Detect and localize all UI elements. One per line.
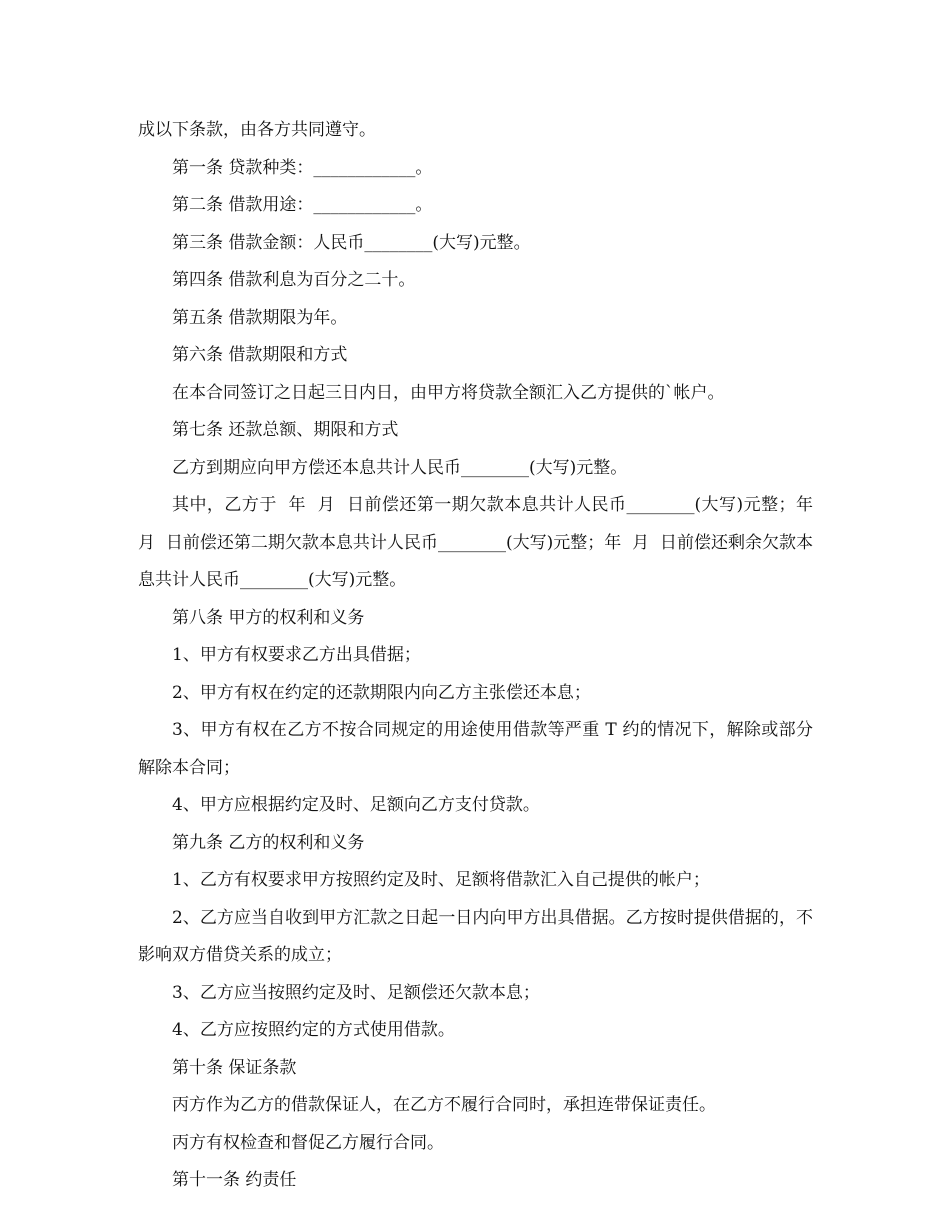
article-7-heading: 第七条 还款总额、期限和方式 [172, 420, 399, 440]
article-10-body-2: 丙方有权检查和督促乙方履行合同。 [172, 1132, 444, 1153]
article-5-term: 第五条 借款期限为年。 [172, 307, 348, 328]
paragraph-intro-continuation: 成以下条款，由各方共同遵守。 [138, 120, 376, 140]
article-9-item-2: 2、乙方应当自收到甲方汇款之日起一日内向甲方出具借据。乙方按时提供借据的，不影响双方借贷关系的成立； [138, 907, 813, 965]
article-9-item-1: 1、乙方有权要求甲方按照约定及时、足额将借款汇入自己提供的帐户； [172, 870, 710, 890]
article-9-item-4: 4、乙方应按照约定的方式使用借款。 [172, 1020, 455, 1040]
article-8-heading: 第八条 甲方的权利和义务 [172, 607, 365, 628]
article-6-heading: 第六条 借款期限和方式 [172, 345, 348, 365]
article-8-item-4: 4、甲方应根据约定及时、足额向乙方支付贷款。 [172, 795, 540, 815]
article-8-item-3: 3、甲方有权在乙方不按合同规定的用途使用借款等严重 T 约的情况下，解除或部分解除本合同； [138, 720, 813, 778]
article-9-heading: 第九条 乙方的权利和义务 [172, 832, 365, 853]
article-10-body-1: 丙方作为乙方的借款保证人，在乙方不履行合同时，承担连带保证责任。 [172, 1095, 716, 1115]
contract-body [138, 112, 824, 1200]
article-3-loan-amount: 第三条 借款金额：人民币________(大写)元整。 [172, 232, 531, 253]
article-7-installments: 其中，乙方于 年 月 日前偿还第一期欠款本息共计人民币________(大写)元整；年 月 日前偿还第二期欠款本息共计人民币________(大写)元整；年 月 日前偿还剩余欠款本息共计人民币________(大写)元整。 [138, 495, 824, 590]
article-1-loan-type: 第一条 贷款种类：____________。 [172, 157, 433, 178]
article-11-heading: 第十一条 约责任 [172, 1170, 297, 1190]
article-7-total: 乙方到期应向甲方偿还本息共计人民币________(大写)元整。 [172, 457, 628, 478]
article-6-body: 在本合同签订之日起三日内日，由甲方将贷款全额汇入乙方提供的`帐户。 [172, 382, 725, 403]
article-4-interest: 第四条 借款利息为百分之二十。 [172, 270, 416, 290]
article-10-heading: 第十条 保证条款 [172, 1057, 297, 1078]
article-8-item-2: 2、甲方有权在约定的还款期限内向乙方主张偿还本息； [172, 682, 591, 703]
article-8-item-1: 1、甲方有权要求乙方出具借据； [172, 645, 421, 665]
article-9-item-3: 3、乙方应当按照约定及时、足额偿还欠款本息； [172, 982, 540, 1003]
article-2-loan-purpose: 第二条 借款用途：____________。 [172, 195, 433, 215]
